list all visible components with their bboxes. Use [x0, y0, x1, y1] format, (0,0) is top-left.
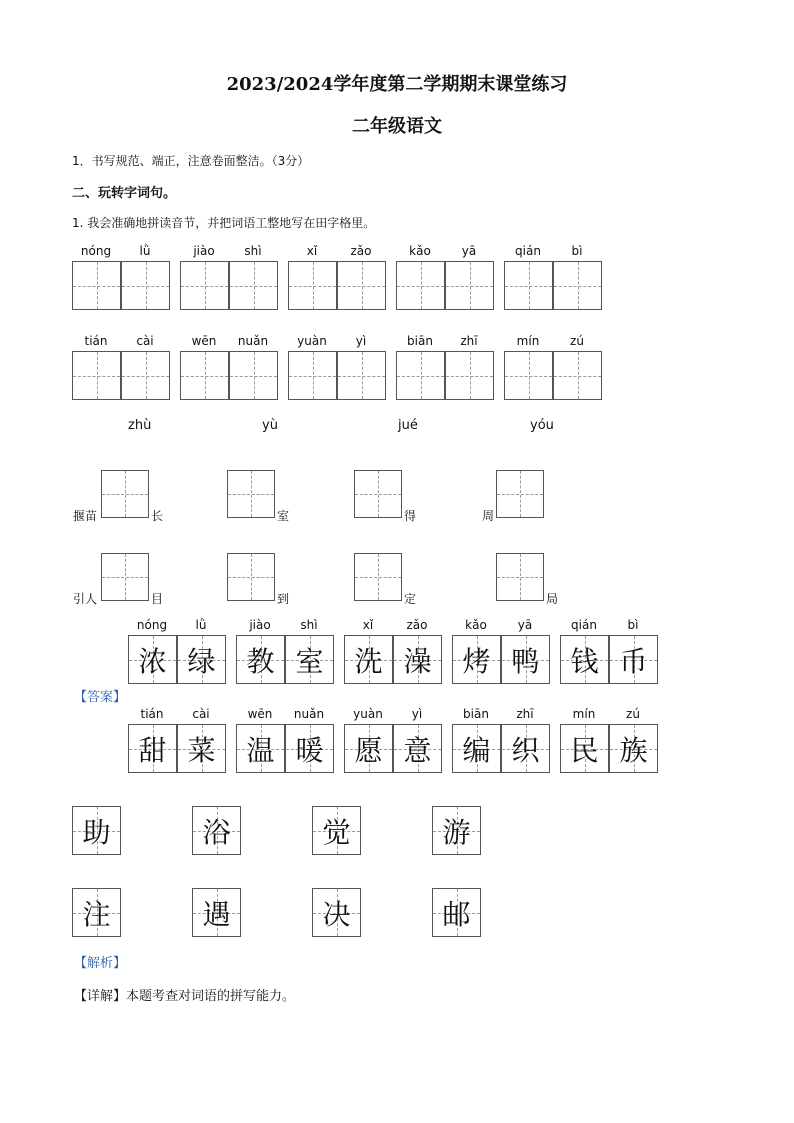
q-row1-pinyin: yā: [461, 244, 477, 258]
ans-row2-char-cell: [609, 724, 658, 773]
q-row2-pinyin: wēn: [191, 334, 217, 348]
ans-single1-char-cell: [312, 806, 361, 855]
fill-suffix-text: 目: [151, 592, 164, 606]
q-row2-pinyin: zú: [570, 334, 584, 348]
ans-row2-pinyin: tián: [140, 707, 164, 721]
ans-row1-pinyin: kǎo: [465, 618, 487, 632]
q-row1-pinyin: jiào: [193, 244, 215, 258]
ans-row1-char-cell: [452, 635, 501, 684]
ans-single2-char: 遇: [202, 897, 231, 931]
ans-single1-char: 浴: [202, 815, 231, 849]
q-row2-pinyin: yuàn: [297, 334, 327, 348]
page-title: 2023/2024学年度第二学期期末课堂练习: [226, 74, 568, 95]
ans-row2-pinyin: nuǎn: [293, 707, 325, 721]
ans-row1-char: 浓: [138, 644, 167, 678]
ans-row2-char: 温: [246, 733, 275, 767]
ans-row1-pinyin: zǎo: [406, 618, 428, 632]
ans-row2-char-cell: [393, 724, 442, 773]
ans-row2-char-cell: [285, 724, 334, 773]
fill-grid-cell: [496, 553, 544, 601]
ans-row2-char-cell: [501, 724, 550, 773]
fill-prefix-text: 周: [482, 509, 495, 523]
q-row2-grid-cell: [396, 351, 445, 400]
q-row1-grid-cell: [229, 261, 278, 310]
q-row1-grid-cell: [396, 261, 445, 310]
ans-single1-char: 助: [82, 815, 111, 849]
ans-single1-char-cell: [192, 806, 241, 855]
ans-row1-char-cell: [344, 635, 393, 684]
ans-row1-char-cell: [560, 635, 609, 684]
q-row2-grid-cell: [121, 351, 170, 400]
q-row1-pinyin: xǐ: [306, 244, 318, 258]
ans-row1-pinyin: lǜ: [195, 618, 207, 632]
ans-row1-char-cell: [285, 635, 334, 684]
q-row1-grid-cell: [504, 261, 553, 310]
fill-grid-cell: [101, 470, 149, 518]
ans-row2-pinyin: zhī: [516, 707, 534, 721]
ans-row2-char-cell: [236, 724, 285, 773]
ans-row2-char: 愿: [354, 733, 383, 767]
q-row2-pinyin: mín: [516, 334, 540, 348]
q-row1-grid-cell: [121, 261, 170, 310]
ans-single2-char-cell: [312, 888, 361, 937]
ans-row1-char: 绿: [187, 644, 216, 678]
fill-grid-cell: [354, 470, 402, 518]
ans-single1-char: 觉: [322, 815, 351, 849]
q-row1-pinyin: bì: [571, 244, 583, 258]
q-row1-grid-cell: [553, 261, 602, 310]
ans-row1-char: 钱: [570, 644, 599, 678]
fill-suffix-text: 定: [404, 592, 417, 606]
q-row2-grid-cell: [504, 351, 553, 400]
ans-row2-char-cell: [344, 724, 393, 773]
question-2-1: 1. 我会准确地拼读音节，并把词语工整地写在田字格里。: [72, 216, 376, 230]
ans-single2-char: 注: [82, 897, 111, 931]
answer-tag: 【答案】: [74, 690, 127, 705]
q-row1-grid-cell: [72, 261, 121, 310]
ans-row2-char-cell: [128, 724, 177, 773]
q-row1-grid-cell: [180, 261, 229, 310]
ans-row1-pinyin: jiào: [249, 618, 271, 632]
q-row2-grid-cell: [229, 351, 278, 400]
q-row2-grid-cell: [337, 351, 386, 400]
ans-row1-char: 教: [246, 644, 275, 678]
ans-row2-char-cell: [452, 724, 501, 773]
ans-row1-pinyin: yā: [517, 618, 533, 632]
ans-row2-pinyin: zú: [626, 707, 640, 721]
ans-row1-pinyin: xǐ: [362, 618, 374, 632]
fill-grid-cell: [227, 553, 275, 601]
q-row1-pinyin: qián: [515, 244, 541, 258]
ans-row2-char-cell: [177, 724, 226, 773]
ans-row2-char: 民: [570, 733, 599, 767]
q-row2-pinyin: yì: [355, 334, 367, 348]
ans-single2-char-cell: [432, 888, 481, 937]
q-row3-pinyin: yù: [262, 418, 278, 433]
ans-single1-char-cell: [72, 806, 121, 855]
ans-row1-char: 烤: [462, 644, 491, 678]
q-row1-pinyin: shì: [244, 244, 262, 258]
ans-single1-char-cell: [432, 806, 481, 855]
ans-row1-char-cell: [128, 635, 177, 684]
q-row2-pinyin: cài: [136, 334, 154, 348]
ans-single2-char: 邮: [442, 897, 471, 931]
q-row1-pinyin: zǎo: [350, 244, 372, 258]
section-2-heading: 二、玩转字词句。: [72, 186, 177, 201]
ans-single2-char-cell: [192, 888, 241, 937]
ans-row2-pinyin: biān: [463, 707, 489, 721]
fill-suffix-text: 到: [277, 592, 290, 606]
ans-row2-pinyin: yuàn: [353, 707, 383, 721]
ans-row1-pinyin: nóng: [136, 618, 168, 632]
q-row2-pinyin: nuǎn: [237, 334, 269, 348]
ans-row2-pinyin: wēn: [247, 707, 273, 721]
fill-suffix-text: 室: [277, 509, 290, 523]
page-subtitle: 二年级语文: [352, 116, 442, 137]
ans-row1-char: 币: [619, 644, 648, 678]
ans-row1-char: 室: [295, 644, 324, 678]
ans-row2-char: 意: [403, 733, 432, 767]
q-row2-grid-cell: [180, 351, 229, 400]
fill-prefix-text: 引人: [73, 592, 98, 606]
ans-row1-pinyin: qián: [571, 618, 597, 632]
q-row1-pinyin: kǎo: [409, 244, 431, 258]
ans-row1-char-cell: [393, 635, 442, 684]
question-1: 1．书写规范、端正，注意卷面整洁。（3分）: [72, 154, 310, 168]
q-row3-pinyin: yóu: [530, 418, 554, 433]
q-row1-grid-cell: [445, 261, 494, 310]
q-row2-pinyin: biān: [407, 334, 433, 348]
fill-suffix-text: 长: [151, 509, 164, 523]
q-row2-grid-cell: [553, 351, 602, 400]
analysis-tag: 【解析】: [74, 956, 127, 971]
q-row1-grid-cell: [337, 261, 386, 310]
fill-prefix-text: 揠苗: [73, 509, 98, 523]
ans-row2-pinyin: cài: [192, 707, 210, 721]
ans-row2-char: 族: [619, 733, 648, 767]
ans-row1-char: 鸭: [511, 644, 540, 678]
ans-row1-char: 洗: [354, 644, 383, 678]
ans-row1-char-cell: [236, 635, 285, 684]
ans-row2-char-cell: [560, 724, 609, 773]
ans-row2-char: 编: [462, 733, 491, 767]
fill-grid-cell: [227, 470, 275, 518]
ans-single2-char-cell: [72, 888, 121, 937]
q-row1-grid-cell: [288, 261, 337, 310]
q-row2-grid-cell: [288, 351, 337, 400]
fill-grid-cell: [496, 470, 544, 518]
q-row3-pinyin: zhù: [128, 418, 152, 433]
ans-row2-char: 甜: [138, 733, 167, 767]
ans-single1-char: 游: [442, 815, 471, 849]
ans-row2-pinyin: yì: [411, 707, 423, 721]
q-row2-pinyin: zhī: [460, 334, 478, 348]
ans-row1-char-cell: [609, 635, 658, 684]
q-row1-pinyin: lǜ: [139, 244, 151, 258]
ans-row1-char-cell: [177, 635, 226, 684]
ans-row1-char: 澡: [403, 644, 432, 678]
ans-row2-char: 织: [511, 733, 540, 767]
ans-row2-char: 菜: [187, 733, 216, 767]
ans-row1-char-cell: [501, 635, 550, 684]
ans-single2-char: 决: [322, 897, 351, 931]
q-row2-grid-cell: [72, 351, 121, 400]
fill-suffix-text: 局: [546, 592, 559, 606]
detail-text: 【详解】本题考查对词语的拼写能力。: [74, 989, 296, 1004]
q-row2-pinyin: tián: [84, 334, 108, 348]
fill-grid-cell: [354, 553, 402, 601]
ans-row2-char: 暖: [295, 733, 324, 767]
fill-grid-cell: [101, 553, 149, 601]
ans-row1-pinyin: shì: [300, 618, 318, 632]
q-row2-grid-cell: [445, 351, 494, 400]
q-row1-pinyin: nóng: [80, 244, 112, 258]
ans-row1-pinyin: bì: [627, 618, 639, 632]
fill-suffix-text: 得: [404, 509, 417, 523]
ans-row2-pinyin: mín: [572, 707, 596, 721]
q-row3-pinyin: jué: [398, 418, 418, 433]
